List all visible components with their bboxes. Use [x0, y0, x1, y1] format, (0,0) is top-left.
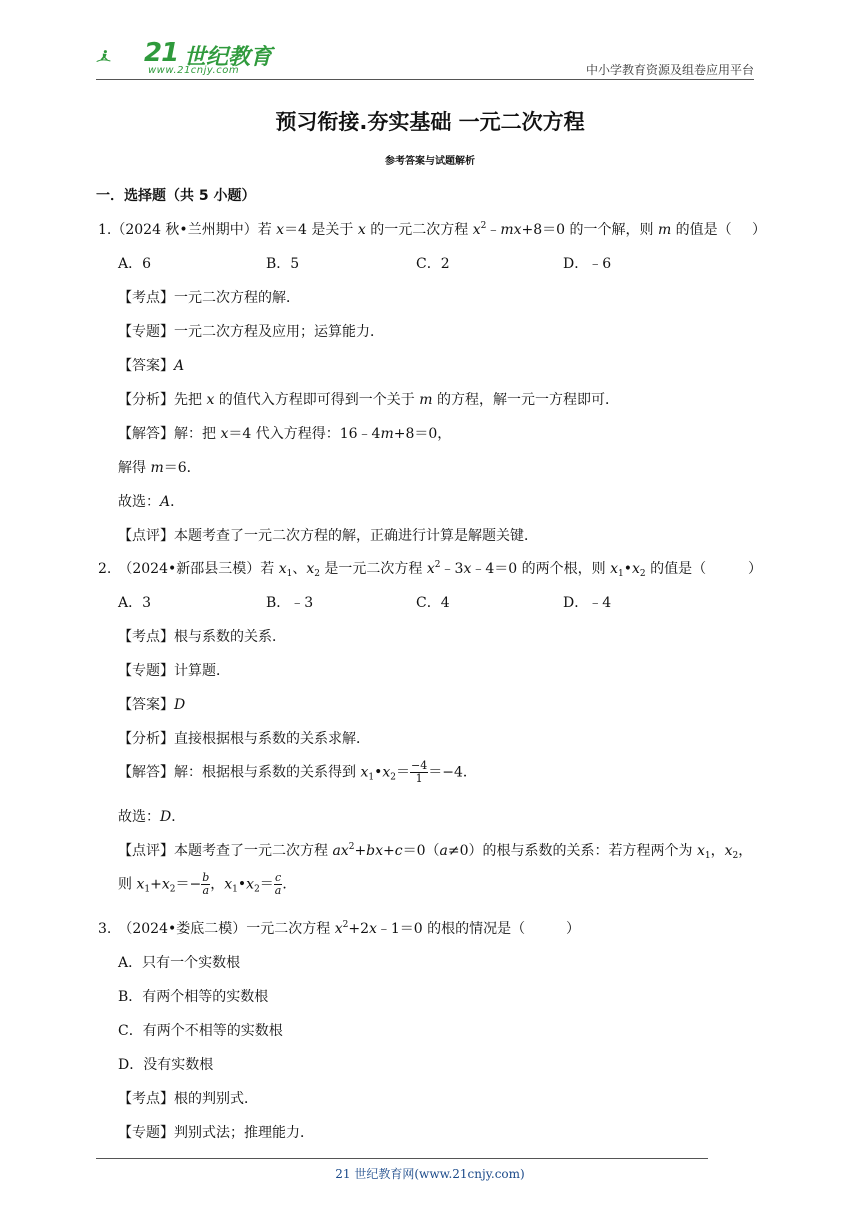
- q1-choice: 故选：A．: [118, 494, 185, 510]
- q2-solution: 【解答】解：根据根与系数的关系得到 $x_1•x_2=$ $\frac{-4}{1}$ ＝−4．: [118, 759, 477, 785]
- q1-zhuanti: 【专题】一元二次方程及应用；运算能力．: [118, 324, 384, 340]
- page-subtitle: 参考答案与试题解析: [385, 156, 475, 167]
- logo-number: 21: [144, 38, 179, 68]
- q2-option-d: D．﹣4: [563, 595, 612, 611]
- q3-kaodian: 【考点】根的判别式．: [118, 1091, 258, 1107]
- q2-option-a: A．3: [118, 595, 152, 611]
- header-divider: [96, 79, 754, 80]
- q2-comment-formula: 则 $x_1+x_2=-$ $\frac{b}{a}$ ，$x_1•x_2=$ $\frac{c}{a}$ ．: [118, 871, 297, 897]
- logo-text: 世纪教育: [184, 45, 273, 70]
- q1-option-d: D．﹣6: [563, 256, 612, 272]
- q1-option-c: C．2: [416, 256, 450, 272]
- q1-option-a: A．6: [118, 256, 152, 272]
- fraction: $\frac{b}{a}$: [202, 871, 210, 897]
- q1-solution: 【解答】解：把 x＝4 代入方程得：16﹣4m+8＝0，: [118, 426, 452, 442]
- question-3-stem: 3. （2024•娄底二模）一元二次方程 $x^2+2x﹣1=0$ 的根的情况是（: [98, 920, 526, 937]
- q1-option-b: B．5: [266, 256, 300, 272]
- question-1-stem: 1.（2024 秋•兰州期中）若 x＝4 是关于 x 的一元二次方程 $x^2﹣mx+8=0$ 的一个解，则 m 的值是（: [98, 221, 732, 238]
- fraction: $\frac{c}{a}$: [274, 871, 282, 897]
- q1-kaodian: 【考点】一元二次方程的解．: [118, 290, 300, 306]
- q3-option-b: B．有两个相等的实数根: [118, 989, 269, 1005]
- question-2-close-paren: ）: [748, 561, 762, 577]
- footer-link[interactable]: 21 世纪教育网(www.21cnjy.com): [335, 1167, 525, 1181]
- q2-answer: 【答案】D: [118, 697, 186, 713]
- runner-logo-icon: [96, 34, 146, 78]
- page-title: 预习衔接.夯实基础 一元二次方程: [275, 110, 585, 134]
- footer-divider: [96, 1158, 708, 1159]
- q2-analysis: 【分析】直接根据根与系数的关系求解．: [118, 731, 370, 747]
- q3-option-d: D．没有实数根: [118, 1057, 214, 1073]
- logo-url: www.21cnjy.com: [148, 65, 240, 76]
- q2-kaodian: 【考点】根与系数的关系．: [118, 629, 286, 645]
- question-2-stem: 2. （2024•新邵县三模）若 $x_1$、$x_2$ 是一元二次方程 $x^2﹣3x﹣4=0$ 的两个根，则 $x_1•x_2$ 的值是（: [98, 560, 707, 579]
- question-1-close-paren: ）: [752, 222, 766, 238]
- q3-zhuanti: 【专题】判别式法；推理能力．: [118, 1125, 314, 1141]
- q2-comment: 【点评】本题考查了一元二次方程 $ax^2+bx+c=0(a\ne 0)$的根与系数的关系：若方程两个为 $x_1$，$x_2$，: [118, 842, 753, 861]
- q3-option-a: A．只有一个实数根: [118, 955, 241, 971]
- q2-zhuanti: 【专题】计算题．: [118, 663, 230, 679]
- q1-comment: 【点评】本题考查了一元二次方程的解，正确进行计算是解题关键．: [118, 528, 538, 544]
- q2-option-c: C．4: [416, 595, 450, 611]
- question-3-close-paren: ）: [566, 921, 580, 937]
- section-heading: 一．选择题（共 5 小题）: [96, 188, 256, 204]
- header-platform-text: 中小学教育资源及组卷应用平台: [585, 63, 754, 77]
- q2-option-b: B．﹣3: [266, 595, 314, 611]
- q1-answer: 【答案】A: [118, 358, 185, 374]
- q1-analysis: 【分析】先把 x 的值代入方程即可得到一个关于 m 的方程，解一元一方程即可．: [118, 392, 619, 408]
- q1-solution-result: 解得 m＝6．: [118, 460, 201, 476]
- fraction: $\frac{-4}{1}$: [411, 759, 428, 785]
- q2-choice: 故选：D．: [118, 809, 186, 825]
- q3-option-c: C．有两个不相等的实数根: [118, 1023, 283, 1039]
